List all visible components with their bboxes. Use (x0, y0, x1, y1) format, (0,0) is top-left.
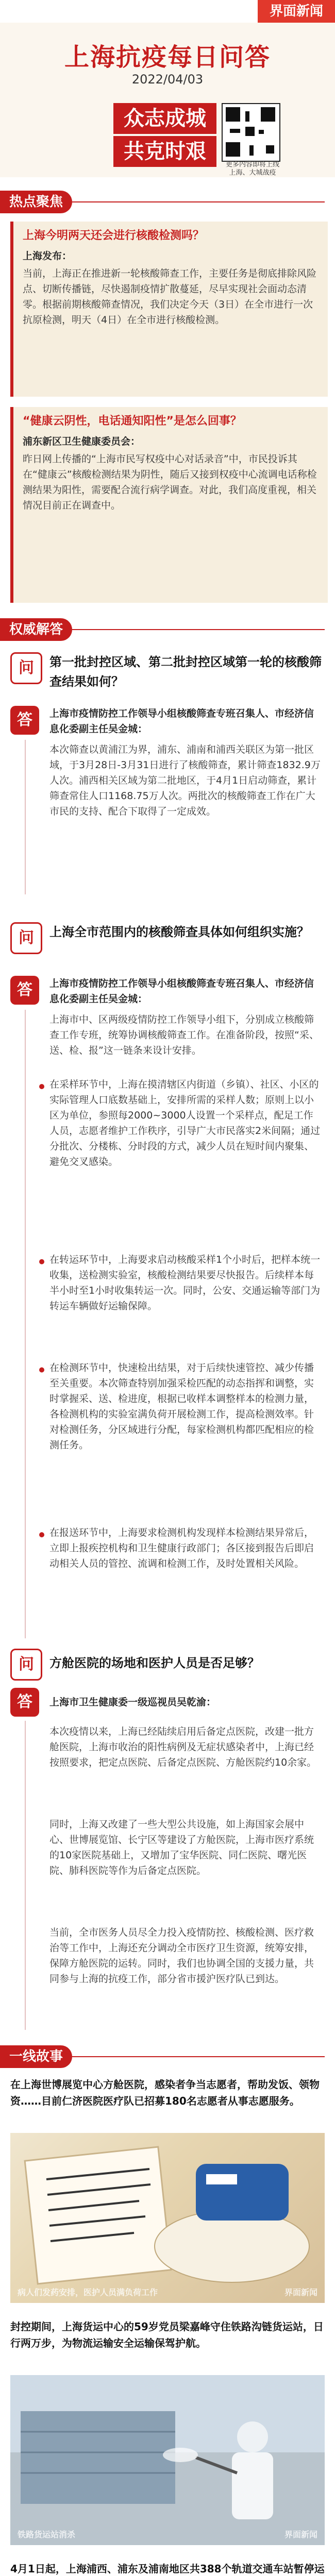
brand-bar (0, 0, 335, 23)
bullet-dot (39, 1084, 44, 1089)
section-hot (0, 191, 335, 213)
qa-question-text: 方舱医院的场地和医护人员是否足够？ (49, 1656, 260, 1670)
story-caption-3: 4月1日起，上海浦西、浦东及浦南地区共388个轨道交通车站暂停运 (10, 2563, 325, 2575)
photo-illustration (10, 2375, 325, 2545)
brand-logo: 界面新闻 (258, 0, 335, 23)
question-icon: 问 (10, 652, 42, 684)
qa-question-1 (10, 652, 325, 693)
qa-answer-source: 上海市卫生健康委一级巡视员吴乾渝： (49, 1697, 216, 1708)
section-hot-title: 热点聚焦 (0, 191, 72, 213)
section-story (0, 2045, 335, 2068)
answer-icon: 答 (10, 976, 39, 1005)
story-caption-2: 封控期间，上海货运中心的59岁党员梁嘉峰守住铁路沟链货运站，日行两万步，为物流运输安全运输保驾护航。 (10, 2320, 324, 2349)
hot-question-2: “健康云阴性，电话通知阳性”是怎么回事？ (23, 415, 242, 428)
section-qa (0, 618, 335, 641)
photo-label: 病人们发药安排，医护人员满负荷工作 (18, 2287, 158, 2297)
photo-watermark: 界面新闻 (284, 2530, 317, 2539)
question-icon: 问 (10, 922, 42, 954)
question-icon: 问 (10, 1649, 42, 1681)
section-story-title: 一线故事 (0, 2045, 72, 2068)
qa-answer-text-3: 当前，全市医务人员尽全力投入疫情防控、核酸检测、医疗救治等工作中，上海还充分调动全市医疗卫生资源，统筹安排，保障方舱医院的运转。同时，我们也协调全国的支援力量，共同参与上海的抗疫工作，部分省市援沪医疗队已到达。 (49, 1927, 314, 1985)
qa-answer-text: 本次筛查以黄浦江为界，浦东、浦南和浦西关联区为第一批区域，于3月28日-3月31日进行了核酸筛查，累计筛查1832.9万人次。浦西相关区域为第二批地区，于4月1日启动筛查，累计筛查常住人口1168.75万人次。两批次的核酸筛查工作在广大市民的支持、配合下取得了一定成效。 (49, 744, 321, 817)
section-divider (72, 2056, 325, 2057)
qa-question-3 (10, 1649, 325, 1677)
story-photo-1 (10, 2133, 325, 2303)
bullet-dot (39, 1259, 44, 1264)
hot-source-1: 上海发布： (23, 250, 72, 262)
qr-caption: 更多内容即将上线 上海、大城战疫 (225, 161, 279, 177)
hot-question-1: 上海今明两天还会进行核酸检测吗？ (23, 229, 205, 242)
slogan-line-1: 众志成城 (113, 103, 216, 134)
qa-answer-text-2: 同时，上海又改建了一些大型公共设施，如上海国家会展中心、世博展览馆、长宁区等建设了方舱医院，上海市医疗系统的10家医院基础上，又增加了宝华医院、同仁医院、曙光医院、肺科医院等作为后备定点医院。 (49, 1819, 314, 1876)
bullet-dot (39, 1532, 44, 1537)
qa-question-text: 第一批封控区域、第二批封控区域第一轮的核酸筛查结果如何？ (49, 655, 322, 689)
answer-icon: 答 (10, 1688, 39, 1717)
qa-question-text: 上海全市范围内的核酸筛查具体如何组织实施？ (49, 925, 309, 939)
page-title: 上海抗疫每日问答 (64, 43, 271, 72)
hot-source-2: 浦东新区卫生健康委员会： (23, 436, 141, 447)
photo-label: 铁路货运站消杀 (18, 2530, 76, 2539)
photo-illustration (10, 2133, 325, 2303)
qr-code[interactable] (222, 103, 280, 162)
qa-answer-2 (10, 976, 325, 1007)
slogan-line-2: 共克时艰 (113, 136, 216, 167)
qa-point-4: 在报送环节中，上海要求检测机构发现样本检测结果异常后，立即上报疾控机构和卫生健康行政部门；各区接到报告后即启动相关人员的管控、流调和检测工作，及时处置相关风险。 (49, 1527, 314, 1569)
qa-line (25, 1010, 26, 1638)
qa-line (25, 740, 26, 894)
hot-answer-2: 昨日网上传播的“上海市民写权疫中心对话录音”中，市民投诉其在“健康云”核酸检测结果为阴性，随后又接到权疫中心流调电话称检测结果为阳性，需要配合流行病学调查。对此，我们高度重视，相关情况目前正在调查中。 (23, 453, 317, 511)
qa-answer-text: 本次疫情以来，上海已经陆续启用后备定点医院，改建一批方舱医院，上海市收治的阳性病例及无症状感染者中，上海已经按照要求，把定点医院、后备定点医院、方舱医院约10余家。 (49, 1726, 317, 1768)
qa-answer-source: 上海市疫情防控工作领导小组核酸筛查专班召集人、市经济信息化委副主任吴金城： (49, 708, 314, 735)
qa-line (25, 1721, 26, 2030)
photo-watermark: 界面新闻 (284, 2287, 317, 2297)
hot-card-2 (10, 407, 328, 603)
qa-answer-text: 上海市中、区两级疫情防控工作领导小组下，分别成立核酸筛查工作专班，统筹协调核酸筛查工作。在准备阶段，按照“采、送、检、报”这一链条来设计安排。 (49, 1014, 319, 1056)
section-divider (72, 201, 325, 202)
hot-answer-1: 当前，上海正在推进新一轮核酸筛查工作，主要任务是彻底排除风险点、切断传播链，尽快遏制疫情扩散蔓延，尽早实现社会面动态清零。根据前期核酸筛查情况，我们决定今天（3日）在全市进行一次抗原检测，明天（4日）在全市进行核酸检测。 (23, 268, 317, 326)
qa-answer-source: 上海市疫情防控工作领导小组核酸筛查专班召集人、市经济信息化委副主任吴金城： (49, 978, 314, 1005)
qa-question-2 (10, 922, 325, 963)
section-qa-title: 权威解答 (0, 618, 72, 641)
story-caption-1: 在上海世博展览中心方舱医院，感染者争当志愿者，帮助发饭、领物资……目前仁济医院医疗队已招募180名志愿者从事志愿服务。 (10, 2078, 320, 2107)
bullet-dot (39, 1367, 44, 1372)
qa-point-3: 在检测环节中，快速检出结果，对于后续快速管控、减少传播至关重要。本次筛查特别加强采检匹配的动态指挥和调整，实时掌握采、送、检进度，根据已收样本调整样本的检测力量，各检测机构的实验室满负荷开展检测工作，提高检测效率。针对检测任务，分区域进行分配，每家检测机构都匹配相应的检测任务。 (49, 1362, 314, 1451)
answer-icon: 答 (10, 706, 39, 735)
section-divider (72, 629, 325, 630)
qa-answer-3 (10, 1688, 325, 1717)
qa-point-2: 在转运环节中，上海要求启动核酸采样1个小时后，把样本统一收集，送检测实验室，核酸检测结果要尽快报告。后续样本每半小时至1小时收集转运一次。同时，公安、交通运输等部门为转运车辆做好运输保障。 (49, 1254, 321, 1312)
qa-point-1: 在采样环节中，上海在摸清辖区内街道（乡镇）、社区、小区的实际管理人口底数基础上，安排所需的采样人数；原则上以小区为单位，参照每2000~3000人设置一个采样点，配足工作人员，志愿者维护工作秩序，引导广大市民落实2米间隔；通过分批次、分楼栋、分时段的方式，减少人员在短时间内聚集、避免交叉感染。 (49, 1079, 321, 1167)
story-photo-2 (10, 2375, 325, 2545)
qa-answer-1 (10, 706, 325, 737)
hot-card-1 (10, 222, 328, 397)
publish-date: 2022/04/03 (131, 72, 204, 87)
